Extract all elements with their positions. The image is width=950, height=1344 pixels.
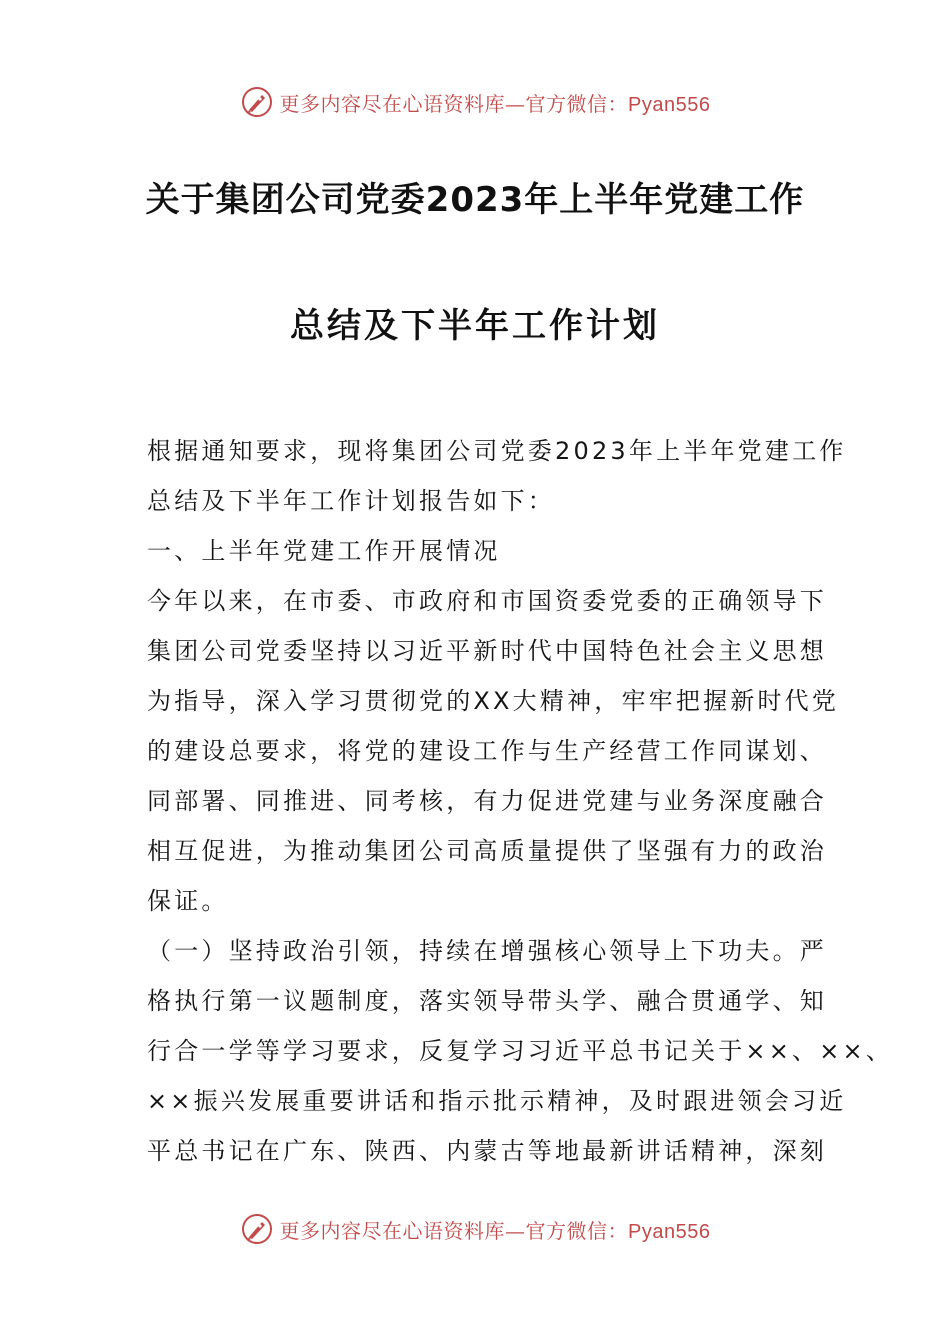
watermark-wechat-id: Pyan556 — [628, 93, 711, 116]
document-title-line-2: 总结及下半年工作计划 — [290, 306, 660, 346]
body-line: 今年以来，在市委、市政府和市国资委党委的正确领导下 — [147, 587, 827, 615]
body-line: ××振兴发展重要讲话和指示批示精神，及时跟进领会习近 — [147, 1087, 847, 1115]
watermark-wechat-id: Pyan556 — [628, 1220, 711, 1243]
body-line: 集团公司党委坚持以习近平新时代中国特色社会主义思想 — [147, 637, 827, 665]
watermark-label: 更多内容尽在心语资料库 — [279, 91, 506, 116]
body-line: 保证。 — [147, 887, 229, 915]
footer-watermark — [0, 1209, 950, 1249]
body-line: （一）坚持政治引领，持续在增强核心领导上下功夫。严 — [147, 937, 827, 965]
body-line: 平总书记在广东、陕西、内蒙古等地最新讲话精神，深刻 — [147, 1137, 827, 1165]
body-line: 总结及下半年工作计划报告如下： — [147, 487, 555, 515]
document-title-line-1: 关于集团公司党委2023年上半年党建工作 — [145, 180, 805, 220]
header-watermark — [0, 82, 950, 122]
body-line: 行合一学等学习要求，反复学习习近平总书记关于××、××、 — [147, 1037, 894, 1065]
watermark-text — [280, 88, 711, 117]
pen-nib-logo-icon — [240, 85, 274, 119]
body-line: 相互促进，为推动集团公司高质量提供了坚强有力的政治 — [147, 837, 827, 865]
section-heading: 一、上半年党建工作开展情况 — [147, 537, 501, 565]
body-line: 根据通知要求，现将集团公司党委2023年上半年党建工作 — [147, 437, 847, 465]
watermark-wechat-label: 官方微信： — [525, 1218, 629, 1243]
pen-nib-logo-icon — [240, 1212, 274, 1246]
document-body — [147, 426, 894, 1176]
body-line: 同部署、同推进、同考核，有力促进党建与业务深度融合 — [147, 787, 827, 815]
body-line: 格执行第一议题制度，落实领导带头学、融合贯通学、知 — [147, 987, 827, 1015]
watermark-dash: — — [505, 91, 526, 116]
watermark-label: 更多内容尽在心语资料库 — [279, 1218, 506, 1243]
watermark-wechat-label: 官方微信： — [525, 91, 629, 116]
watermark-dash: — — [505, 1218, 526, 1243]
watermark-text — [280, 1215, 711, 1244]
body-line: 的建设总要求，将党的建设工作与生产经营工作同谋划、 — [147, 737, 827, 765]
body-line: 为指导，深入学习贯彻党的XX大精神，牢牢把握新时代党 — [147, 687, 840, 715]
